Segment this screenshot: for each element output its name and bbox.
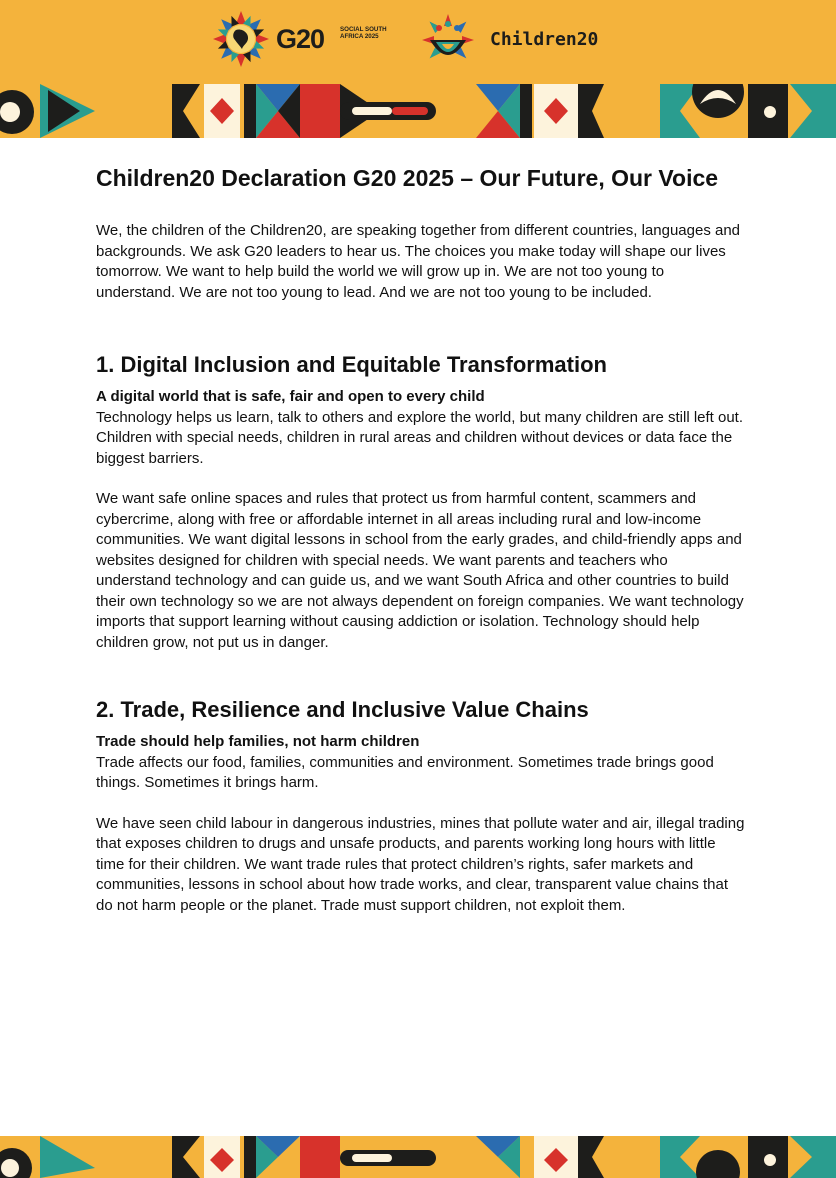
declaration-content: [96, 160, 746, 916]
g20-social-logo: [212, 10, 392, 68]
section-1-paragraph-1: Technology helps us learn, talk to others and explore the world, but many children are still left out. Children with special needs, children in rural areas and children without devices or data face the biggest barriers.: [96, 408, 744, 467]
footer-pattern-band: [0, 1136, 836, 1178]
children20-logo: [414, 8, 614, 68]
header-pattern-band: [0, 84, 836, 138]
section-2-heading: 2. Trade, Resilience and Inclusive Value Chains: [96, 697, 589, 722]
section-1-paragraph-2: We want safe online spaces and rules that protect us from harmful content, scammers and cybercrime, along with free or affordable internet in all areas including rural and low-income communities. We want digital lessons in school from the early grades, and child-friendly apps and websites designed for children with special needs. We want parents and teachers who understand technology and can guide us, and we want South Africa and other countries to build their own technology so we are not always dependent on foreign companies. We want technology imports that support learning without causing addiction or isolation. Technology should help children grow, not put us in danger.: [96, 490, 744, 651]
g20-sunburst-icon: [212, 10, 272, 68]
g20-subtitle: SOCIAL SOUTH AFRICA 2025: [340, 26, 387, 40]
intro-paragraph: We, the children of the Children20, are speaking together from different countries, languages and backgrounds. We ask G20 leaders to hear us. The choices you make today will shape our lives tomorrow. We want to help build the world we will grow up in. We are not too young to understand. We are not too young to lead. And we are not too young to be included.: [96, 222, 741, 301]
section-1-subheading: A digital world that is safe, fair and open to every child: [96, 388, 485, 405]
section-1-heading: 1. Digital Inclusion and Equitable Transformation: [96, 352, 607, 377]
section-2-paragraph-1: Trade affects our food, families, communities and environment. Sometimes trade brings good things. Sometimes it brings harm.: [96, 753, 714, 791]
header-logos: [0, 0, 836, 84]
page-title: Children20 Declaration G20 2025 – Our Future, Our Voice: [96, 165, 719, 191]
children20-emblem-icon: [414, 8, 486, 68]
children20-wordmark: Children20: [490, 29, 599, 50]
section-2-paragraph-2: We have seen child labour in dangerous industries, mines that pollute water and air, illegal trading that exposes children to drugs and unsafe products, and parents working long hours with little time for their children. We want trade rules that protect children’s rights, safer markets and communities, lessons in school about how trade works, and clear, transparent value chains that do not harm people or the planet. Trade must support children, not exploit them.: [96, 814, 745, 914]
section-2-subheading: Trade should help families, not harm children: [96, 733, 420, 750]
g20-wordmark: G20: [276, 24, 325, 54]
